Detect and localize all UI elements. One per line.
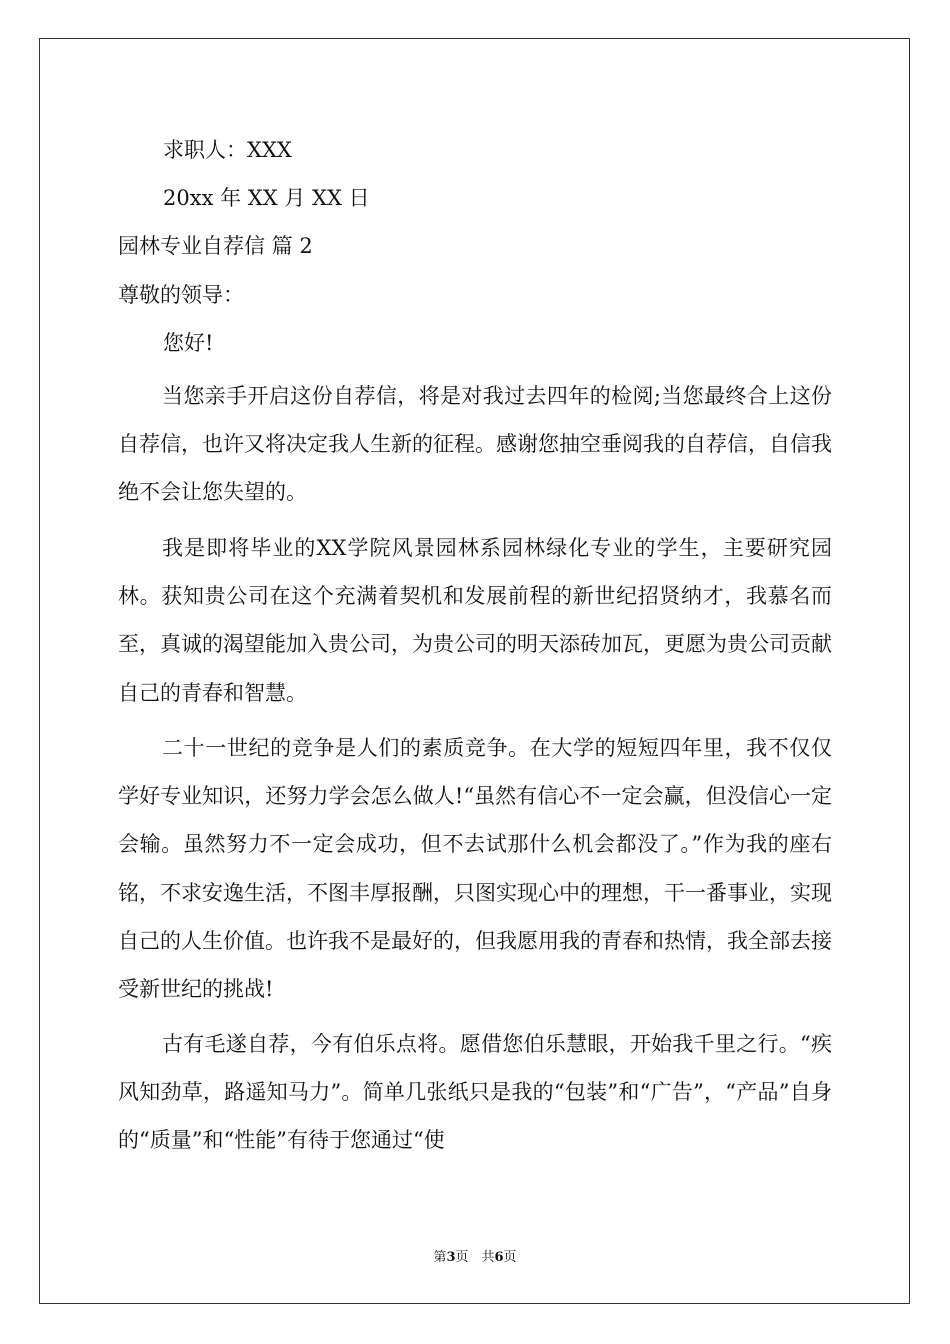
letter-heading: 园林专业自荐信 篇 2 — [118, 234, 313, 258]
current-page-number: 3 — [446, 1250, 456, 1265]
page-suffix: 页 — [503, 1250, 517, 1265]
total-pages-number: 6 — [494, 1250, 504, 1265]
paragraph-2: 我是即将毕业的XX学院风景园林系园林绿化专业的学生，主要研究园林。获知贵公司在这个充满着契机和发展前程的新世纪招贤纳才，我慕名而至，真诚的渴望能加入贵公司，为贵公司的明天添砖加瓦，更愿为贵公司贡献自己的青春和智慧。 — [118, 536, 832, 705]
paragraph-4: 古有毛遂自荐，今有伯乐点将。愿借您伯乐慧眼，开始我千里之行。“疾风知劲草，路遥知马力”。简单几张纸只是我的“包装”和“广告”，“产品”自身的“质量”和“性能”有待于您通过“使 — [118, 1032, 832, 1153]
salutation: 尊敬的领导： — [118, 283, 244, 307]
greeting: 您好! — [163, 331, 214, 355]
page-mid: 页 共 — [455, 1250, 495, 1265]
page-prefix: 第 — [433, 1250, 447, 1265]
paragraph-1: 当您亲手开启这份自荐信，将是对我过去四年的检阅;当您最终合上这份自荐信，也许又将决定我人生新的征程。感谢您抽空垂阅我的自荐信，自信我绝不会让您失望的。 — [118, 384, 832, 505]
date-line: 20xx 年 XX 月 XX 日 — [163, 186, 370, 210]
page-footer — [0, 1246, 950, 1265]
paragraph-3: 二十一世纪的竞争是人们的素质竞争。在大学的短短四年里，我不仅仅学好专业知识，还努力学会怎么做人!“虽然有信心不一定会赢，但没信心一定会输。虽然努力不一定会成功，但不去试那什么机会都没了。”作为我的座右铭，不求安逸生活，不图丰厚报酬，只图实现心中的理想，干一番事业，实现自己的人生价值。也许我不是最好的，但我愿用我的青春和热情，我全部去接受新世纪的挑战! — [118, 736, 832, 1002]
applicant-line: 求职人：XXX — [163, 138, 292, 162]
